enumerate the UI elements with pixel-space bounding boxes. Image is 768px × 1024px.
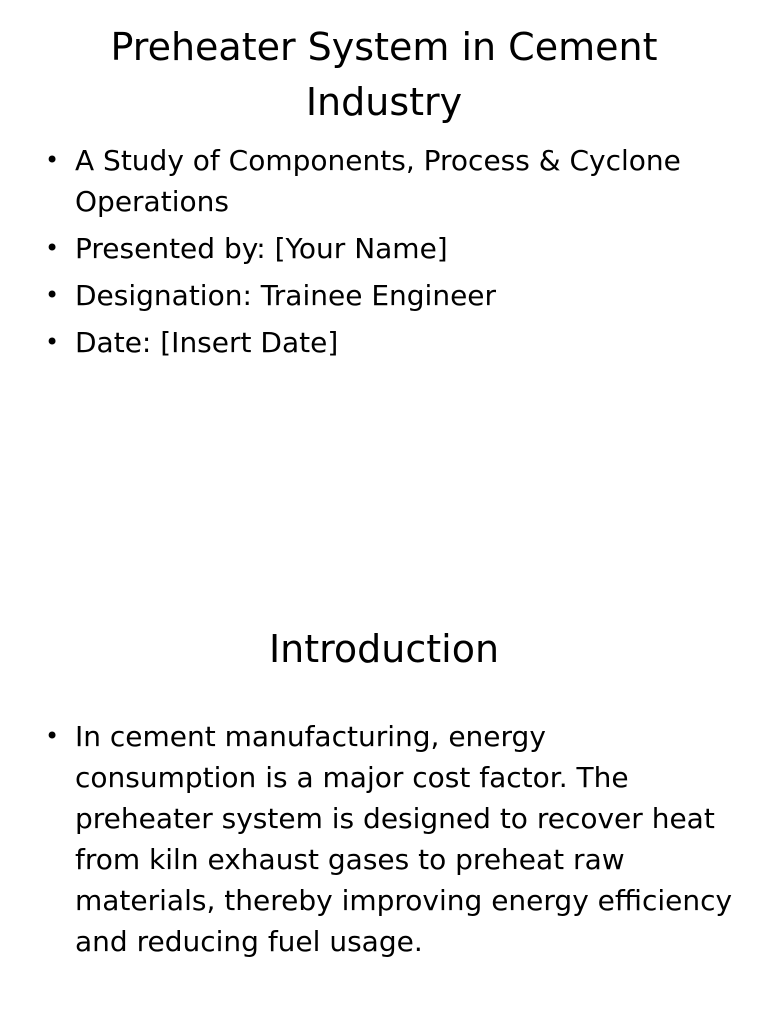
bullet-text: A Study of Components, Process & Cyclone Operations — [75, 144, 681, 218]
bullet-text: Presented by: [Your Name] — [75, 232, 448, 265]
slide-introduction-bullet-list — [45, 716, 735, 968]
bullet-icon: • — [45, 722, 60, 750]
bullet-item — [45, 140, 735, 222]
bullet-icon: • — [45, 146, 60, 174]
bullet-text: Designation: Trainee Engineer — [75, 279, 497, 312]
bullet-text: Date: [Insert Date] — [75, 326, 339, 359]
bullet-icon: • — [45, 328, 60, 356]
bullet-item — [45, 275, 735, 316]
slide-introduction-heading: Introduction — [268, 627, 500, 671]
bullet-text: In cement manufacturing, energy consumption is a major cost factor. The preheater system is designed to recover heat from kiln exhaust gases to preheat raw materials, thereby improving energy efficiency and reducing fuel usage. — [75, 720, 733, 958]
bullet-icon: • — [45, 281, 60, 309]
slide-title-bullet-list — [45, 140, 735, 369]
bullet-icon: • — [45, 234, 60, 262]
bullet-item — [45, 322, 735, 363]
slide-introduction — [0, 512, 768, 1024]
bullet-item — [45, 716, 735, 962]
slide-title-heading: Preheater System in Cement Industry — [110, 25, 658, 124]
bullet-item — [45, 228, 735, 269]
